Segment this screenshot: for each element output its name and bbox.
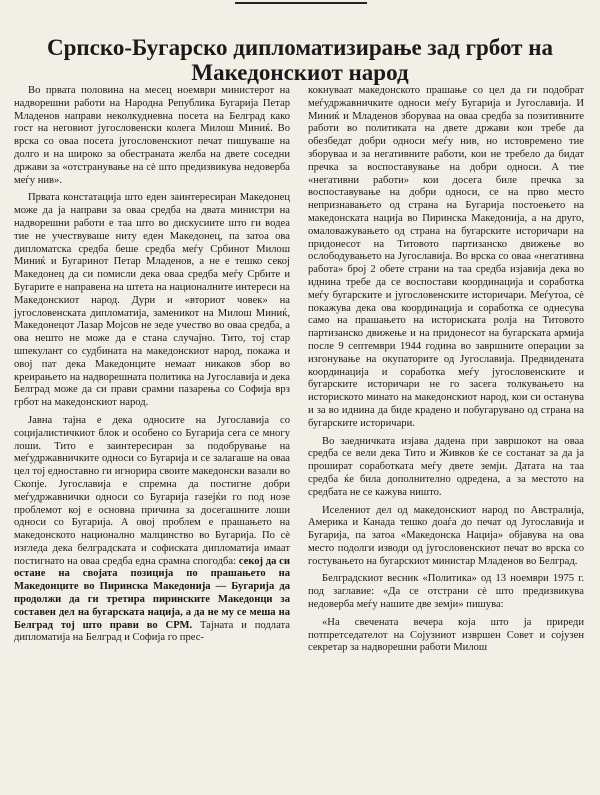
paragraph — [14, 85, 290, 187]
paragraph-text: Во заедничката изјава дадена при завршокот на оваа средба се вели дека Тито и Живков ќе се состанат за да ја прошират соработката меѓу двете земји. Датата на таа средба ќе била дополнително одредена, а за местото на средбата не се кажува ништо. — [308, 435, 584, 498]
paragraph — [308, 505, 584, 569]
paragraph — [308, 85, 584, 431]
paragraph-tail: Тајната и подлата дипломатија на Белград и Софија го прес- — [14, 619, 290, 644]
paragraph — [308, 436, 584, 500]
paragraph-text: Во првата половина на месец ноември министерот на надворешни работи на Народна Република Бугарија Петар Младенов направи неколкудневна посета на Белград како гост на неговиот југословенски колега Милош Миниќ. Во врска со оваа посета југословенскиот печат пишуваше на долго и на широко за обестраната желба на двете соседни држави за «отстранување на сè што предизвикува недоверба меѓу нив». — [14, 85, 290, 186]
paragraph-text: Белградскиот весник «Политика» од 13 ноември 1975 г. под заглавие: «Да се отстрани сè што предизвикува недоверба меѓу нашите две земји» пишува: — [308, 573, 584, 611]
left-column — [14, 85, 290, 650]
paragraph-text: кокнуваат македонското прашање со цел да ги подобрат меѓудржавничките односи меѓу Бугарија и Југославија. И Миниќ и Младенов зборуваа на оваа средба за позитивните работи во политиката на двете држави кои требе да обезбедат добри односи меѓу нив, но истовремено тие зборуваа и за негативните работи, кои не требело да бидат пречка за воспоставување на добри односи. А тие «негативни работи» кои досега биле пречка за воспоставување на добри односи, се на прво место непризнавањето од страна на Бугарија постоењето на македонската нација во Пиринска Македонија, а на друго, омаловажувањето од страна на бугарските историчари на придонесот на Титовото партизанско движење во ослободувањето на Југославија. Во врска со оваа «негативна работа» број 2 обете страни на таа средба изјавија дека во иднина требе да се воспостави координација и соработка меѓу бугарските и југословенските историчари. Меѓутоа, сè покажува дека ова координација и соработка се однесува само на прашањето на историската ролја на Титовото партизанско движење и на придонесот на бугарската армија после 9 септември 1944 година во завршните операции за изгонување на окупаторите од Југославија. Предвидената координација и соработка меѓу југословенските и бугарските историчари не го засега толкувањето на историското минато на македонскиот народ, кои си останува и за во иднина да биде крадено и побугарувано од страна на бугарските историчари. — [308, 85, 584, 429]
paragraph — [308, 573, 584, 611]
paragraph — [14, 415, 290, 645]
paragraph-text: «На свечената вечера која што ја приреди потпретседателот на Сојузниот извршен Совет и сојузен секретар за надворешни работи Милош — [308, 616, 584, 654]
paragraph — [308, 617, 584, 655]
paragraph-text: Иселениот дел од македонскиот народ по Австралија, Америка и Канада тешко доаѓа до печат од Југославија и Бугарија, па затоа «Македонска Нација» објавува на ова место подолги изводи од југословенскиот печат во врска со гостувањето на бугарскиот министар Младенов во Белград. — [308, 504, 584, 567]
paragraph-text: Првата констатација што еден заинтересиран Македонец може да ја направи за оваа средба на двата министри на надворешни работи е таа што во дискусиите што ги водеа тие не учествуваше ниту еден Македонец, па затоа ова дипломатска средба беше средба меѓу Србинот Милош Миниќ и Бугаринот Петар Младенов, а не е тешко секој Македонец да си помисли дека оваа средба меѓу Србите и Бугарите е направена на штета на националните интереси на Македонскиот народ. Дури и «вториот човек» на југословенската дипломатија, заменикот на Милош Миниќ, Македонецот Лазар Мојсов не зеде учество во оваа средба, а ова нешто не може да е стана случајно. Тито, тој стар шпекулант со судбината на македонскиот народ, покажа и овој пат дека Македонците немаат никаков збор во креирањето на надворешната политика на Југославија и дека Белград може да си прави срамни пазарења со Софија врз грбот на македонскиот народ. — [14, 192, 290, 409]
article-title: Српско-Бугарско дипломатизирање зад грбот на Македонскиот народ — [47, 35, 553, 86]
right-column — [308, 85, 584, 660]
top-rule — [235, 2, 367, 4]
paragraph-text: Јавна тајна е дека односите на Југославија со социјалистичкиот блок и особено со Бугарија сега се многу лоши. Тито е заинтересиран за подобрување на меѓудржавничките односи со Бугарија и се залагаше на оваа цел тој едноставно ги игнорира своите македонски вазали во Скопје. Југославија е спремна да постигне добри меѓудржавнички односи со Бугарија газејќи го под нозе проблемот кој е основна причина за досегашните лоши односи со Бугарија. А овој проблем е прашањето на македонското национално малцинство во Бугарија. По сè изгледа дека белградската и софиската дипломатија имаат постигнато на оваа средба една срамна спогодба: — [14, 414, 290, 567]
emphasized-text: секој да си остане на својата позиција по прашањето на Македонците во Пиринска Македонија — Бугарија да продолжи да ги третира пиринските Македонци за составен дел на бугарската нација, а да не му се меша на Белград тој што прави во СРМ. — [14, 555, 290, 631]
paragraph — [14, 192, 290, 410]
